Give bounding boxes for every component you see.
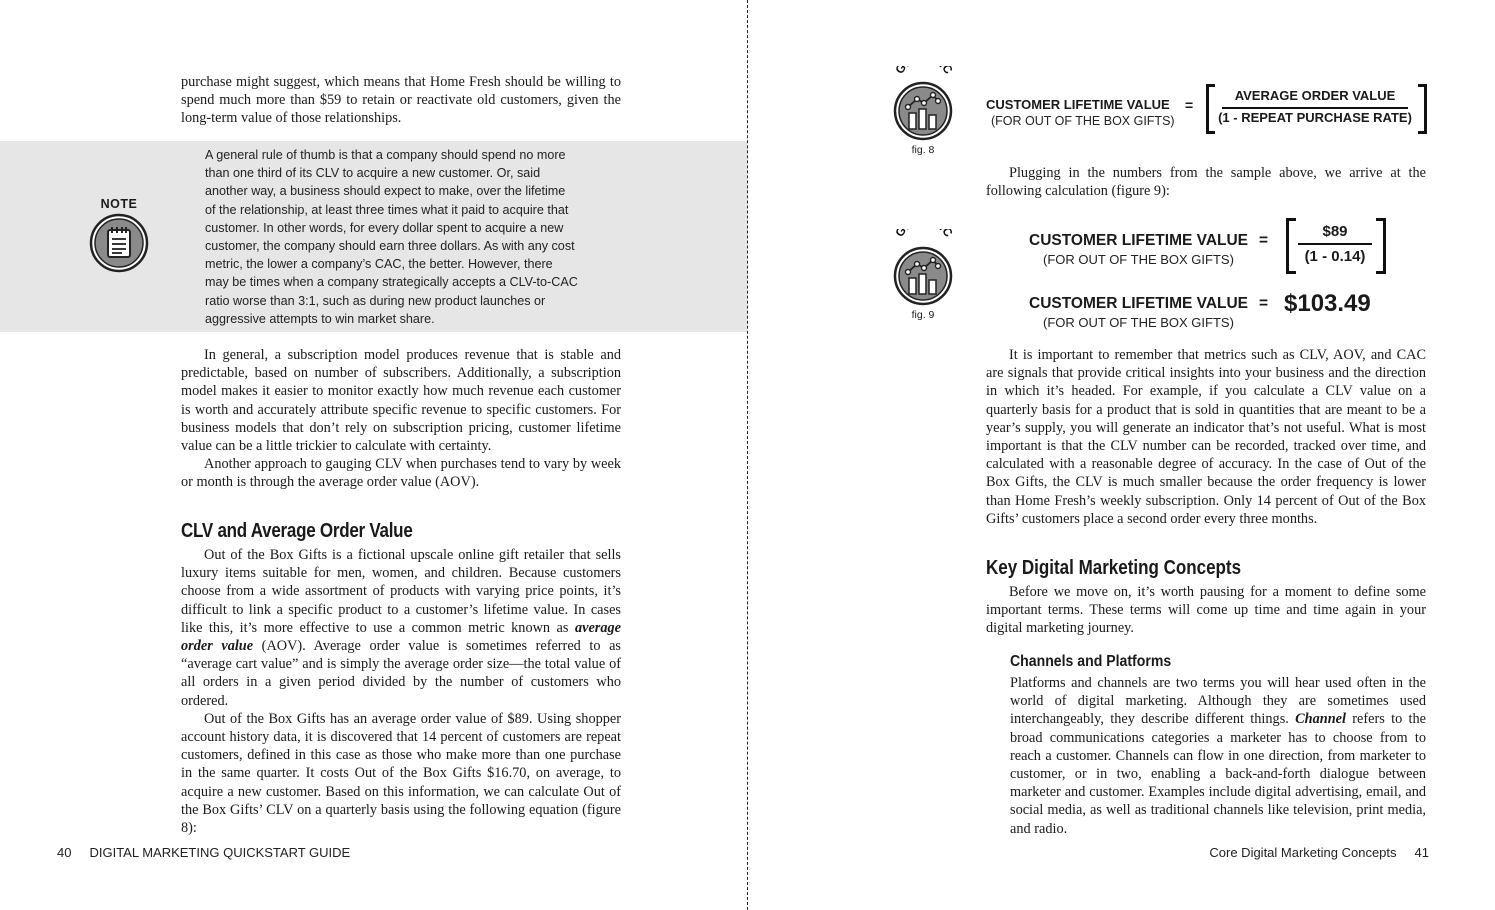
svg-text:GRAPHIC (893, 66, 955, 77)
clv-result-value: $103.49 (1284, 290, 1371, 317)
left-footer (57, 845, 350, 860)
note-line: may be times when a company strategically accepts a CLV-to-CAC (205, 275, 578, 290)
fraction-bar (1222, 107, 1408, 109)
page-number: 41 (1414, 845, 1429, 860)
fraction-numerator: AVERAGE ORDER VALUE (1234, 88, 1396, 103)
right-channels-text (1010, 674, 1426, 838)
chart-graphic-icon (893, 81, 953, 146)
svg-text:GRAPHIC (893, 229, 955, 240)
note-line: than one third of its CLV to acquire a new customer. Or, said (205, 166, 541, 181)
paragraph-plugging-numbers: Plugging in the numbers from the sample above, we arrive at the following calculation (figure 9): (986, 165, 1426, 200)
page-number: 40 (57, 845, 72, 860)
right-key-concepts-text (986, 583, 1426, 638)
fraction-denominator: (1 - 0.14) (1304, 248, 1366, 265)
right-main-text (986, 346, 1426, 528)
note-line: customer. In other words, for every dollar spent to acquire a new (205, 220, 564, 235)
right-footer (1209, 845, 1429, 860)
subheading-channels-platforms: Channels and Platforms (1010, 653, 1172, 670)
note-label: NOTE (100, 197, 138, 211)
equation-lhs: CUSTOMER LIFETIME VALUE (986, 97, 1170, 112)
running-title: DIGITAL MARKETING QUICKSTART GUIDE (89, 845, 351, 860)
equals-sign: = (1185, 97, 1194, 113)
figure-caption: fig. 9 (911, 309, 935, 321)
result-lhs: CUSTOMER LIFETIME VALUE (1029, 295, 1249, 312)
paragraph-key-concepts: Before we move on, it’s worth pausing for a moment to define some important terms. These terms will come up time and time again in your digital marketing journey. (986, 584, 1426, 637)
left-bottom-text (181, 546, 621, 837)
note-line: metric, the lower a company’s CAC, the better. However, there (205, 257, 553, 272)
note-line: A general rule of thumb is that a company should spend no more (205, 148, 566, 162)
figure-caption: fig. 8 (911, 144, 935, 156)
left-middle-text (181, 346, 621, 492)
text-run: Platforms and channels are two terms you will hear used often in the world of digital marketing. Although they are sometimes used interchangeably, they describe different things. (1010, 675, 1426, 728)
text-run: refers to the broad communications categories a marketer has to choose from to reach a customer. Channels can flow in one direction, from marketer to customer, or in two, enabling a back-and-forth dialogue between marketer and customer. Examples include digital advertising, email, and social media, as well as traditional channels like television, print media, and radio. (1010, 711, 1426, 837)
text-run: (AOV). Average order value is sometimes referred to as “average cart value” and is simply the average order size—the total value of all orders in a given period divided by the number of customers who ordered. (181, 638, 621, 709)
paragraph-out-of-the-box-2: Out of the Box Gifts has an average order value of $89. Using shopper account history data, it is discovered that 14 percent of customers are repeat customers, defined in this case as those who make more than one purchase in the same quarter. It costs Out of the Box Gifts $16.70, on average, to acquire a new customer. Based on this information, we can calculate Out of the Box Gifts’ CLV on a quarterly basis using the following equation (figure 8): (181, 710, 621, 837)
paragraph-out-of-the-box-1 (181, 546, 621, 710)
right-bracket (1376, 218, 1386, 274)
section-heading-key-concepts: Key Digital Marketing Concepts (986, 557, 1242, 579)
note-line: another way, a business should expect to make, over the lifetime (205, 184, 566, 199)
chart-graphic-icon (893, 246, 953, 311)
text-run: Out of the Box Gifts is a fictional upscale online gift retailer that sells luxury items suitable for men, women, and children. Because customers choose from a wide assortment of products with varying price points, it’s difficult to link a specific product to a customer’s lifetime value. In cases like this, it’s more effective to use a common metric known as (181, 547, 621, 636)
fraction-denominator: (1 - REPEAT PURCHASE RATE) (1218, 110, 1412, 125)
paragraph-another-approach: Another approach to gauging CLV when purchases tend to vary by week or month is through the average order value (AOV). (181, 456, 621, 491)
graphic-label-text: G C (893, 66, 955, 77)
equals-sign: = (1259, 295, 1269, 312)
paragraph-metrics-signals: It is important to remember that metrics such as CLV, AOV, and CAC are signals that provide critical insights into your business and the direction in which it’s headed. For example, if you calculate a CLV value on a quarterly basis for a product that is sold in quantities that are meant to be a year’s supply, you will generate an indicator that’s not useful. What is most important is that the CLV number can be recorded, tracked over time, and calculated with a reasonable degree of accuracy. In the case of Out of the Box Gifts, the CLV is much smaller because the order frequency is lower than Home Fresh’s weekly subscription. Only 14 percent of Out of the Box Gifts’ customers place a second order every three months. (986, 347, 1426, 527)
fraction-bar (1298, 243, 1372, 245)
result-lhs-subtitle: (FOR OUT OF THE BOX GIFTS) (1043, 315, 1234, 330)
notepad-icon (89, 213, 149, 278)
defined-term: Channel (1295, 711, 1346, 728)
section-heading-clv-aov: CLV and Average Order Value (181, 520, 413, 542)
equation-lhs: CUSTOMER LIFETIME VALUE (1029, 232, 1249, 249)
fraction-numerator: $89 (1322, 223, 1348, 240)
left-top-paragraph (181, 73, 621, 128)
equation-lhs-subtitle: (FOR OUT OF THE BOX GIFTS) (1043, 252, 1234, 267)
right-plugging-text (986, 164, 1426, 200)
paragraph-subscription: In general, a subscription model produces revenue that is stable and predictable, based on number of subscribers. Additionally, a subscription model makes it easier to monitor exactly how much revenue each customer is worth and accurately attribute specific revenue to specific customers. For business models that don’t rely on subscription pricing, customer lifetime value can be a little trickier to calculate with certainty. (181, 347, 621, 455)
note-text (205, 146, 605, 328)
paragraph-channels (1010, 674, 1426, 838)
equation-lhs-subtitle: (FOR OUT OF THE BOX GIFTS) (991, 114, 1175, 128)
page-spread-divider (747, 0, 748, 910)
note-line: aggressive attempts to win market share. (205, 311, 435, 326)
graphic-label-text: G C (893, 229, 955, 240)
paragraph-home-fresh: purchase might suggest, which means that Home Fresh should be willing to spend much more than $59 to retain or reactivate old customers, given the long-term value of those relationships. (181, 74, 621, 127)
running-title: Core Digital Marketing Concepts (1209, 845, 1397, 860)
equals-sign: = (1259, 232, 1269, 249)
right-bracket (1418, 84, 1427, 134)
defined-term: average order value (181, 619, 621, 655)
note-line: ratio worse than 3:1, such as during new product launches or (205, 293, 546, 308)
note-line: customer, the company should earn three dollars. As with any cost (205, 239, 575, 254)
note-line: of the relationship, at least three times what it paid to acquire that (205, 202, 569, 217)
left-bracket (1206, 84, 1215, 134)
